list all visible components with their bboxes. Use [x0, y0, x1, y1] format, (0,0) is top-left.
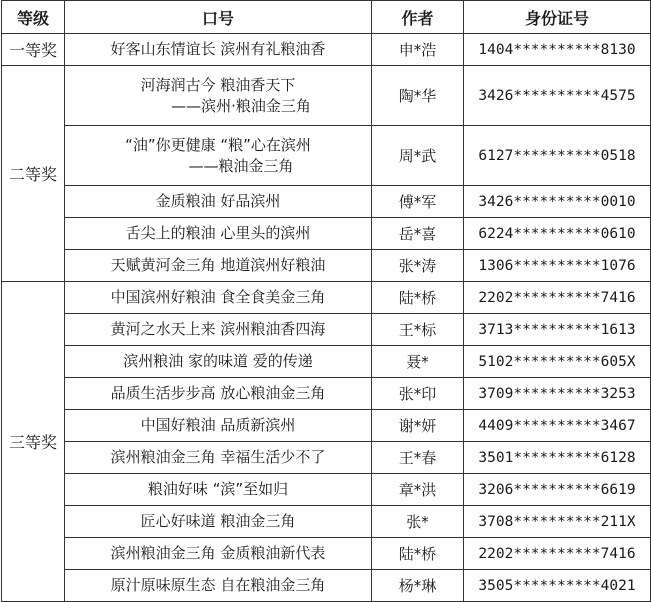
- slogan-line: 舌尖上的粮油 心里头的滨州: [125, 224, 311, 242]
- author-cell: 傅*军: [372, 186, 464, 218]
- slogan-line: 滨州粮油金三角 金质粮油新代表: [110, 544, 326, 562]
- award-level-cell: 一等奖: [2, 34, 65, 66]
- slogan-cell: [65, 34, 372, 66]
- id-number-cell: 3709**********3253: [464, 378, 651, 410]
- author-cell: 申*浩: [372, 34, 464, 66]
- slogan-line: 黄河之水天上来 滨州粮油香四海: [110, 320, 326, 338]
- author-cell: 王*标: [372, 314, 464, 346]
- id-number-cell: 4409**********3467: [464, 410, 651, 442]
- slogan-cell: [65, 66, 372, 126]
- author-cell: 聂*: [372, 346, 464, 378]
- id-number-cell: 1404**********8130: [464, 34, 651, 66]
- author-cell: 周*武: [372, 126, 464, 186]
- slogan-line: 滨州粮油 家的味道 爱的传递: [123, 352, 313, 370]
- header-id: 身份证号: [464, 1, 651, 34]
- slogan-cell: [65, 378, 372, 410]
- id-number-cell: 2202**********7416: [464, 282, 651, 314]
- table-row: [2, 346, 651, 378]
- slogan-line: ——粮油金三角: [188, 156, 294, 175]
- slogan-line: 中国滨州好粮油 食全食美金三角: [110, 288, 326, 306]
- table-row: [2, 66, 651, 126]
- id-number-cell: 1306**********1076: [464, 250, 651, 282]
- award-table: [1, 0, 651, 602]
- slogan-line: 河海润古今 粮油香天下: [140, 75, 296, 94]
- slogan-cell: [65, 126, 372, 186]
- author-cell: 陆*桥: [372, 282, 464, 314]
- id-number-cell: 2202**********7416: [464, 538, 651, 570]
- slogan-cell: [65, 186, 372, 218]
- table-row: [2, 250, 651, 282]
- table-row: [2, 34, 651, 66]
- slogan-cell: [65, 250, 372, 282]
- table-row: [2, 218, 651, 250]
- slogan-line: 中国好粮油 品质新滨州: [140, 416, 296, 434]
- slogan-line: 滨州粮油金三角 幸福生活少不了: [110, 448, 326, 466]
- author-cell: 陶*华: [372, 66, 464, 126]
- slogan-line: 好客山东情谊长 滨州有礼粮油香: [110, 40, 326, 58]
- id-number-cell: 5102**********605X: [464, 346, 651, 378]
- slogan-cell: [65, 282, 372, 314]
- author-cell: 谢*妍: [372, 410, 464, 442]
- slogan-line: “油”你更健康 “粮”心在滨州: [125, 135, 311, 154]
- slogan-cell: [65, 474, 372, 506]
- table-row: [2, 410, 651, 442]
- id-number-cell: 3426**********4575: [464, 66, 651, 126]
- slogan-line: 原汁原味原生态 自在粮油金三角: [110, 576, 326, 594]
- author-cell: 章*洪: [372, 474, 464, 506]
- table-row: [2, 538, 651, 570]
- author-cell: 王*春: [372, 442, 464, 474]
- id-number-cell: 3206**********6619: [464, 474, 651, 506]
- slogan-cell: [65, 538, 372, 570]
- slogan-cell: [65, 410, 372, 442]
- table-row: [2, 126, 651, 186]
- slogan-cell: [65, 346, 372, 378]
- table-row: [2, 378, 651, 410]
- id-number-cell: 6127**********0518: [464, 126, 651, 186]
- header-level: 等级: [2, 1, 65, 34]
- slogan-line: 天赋黄河金三角 地道滨州好粮油: [110, 256, 326, 274]
- slogan-cell: [65, 570, 372, 602]
- table-row: [2, 442, 651, 474]
- award-table-body: [2, 34, 651, 602]
- table-row: [2, 570, 651, 602]
- header-row: [2, 1, 651, 34]
- header-author: 作者: [372, 1, 464, 34]
- id-number-cell: 3505**********4021: [464, 570, 651, 602]
- slogan-line: 品质生活步步高 放心粮油金三角: [110, 384, 326, 402]
- id-number-cell: 6224**********0610: [464, 218, 651, 250]
- slogan-cell: [65, 506, 372, 538]
- award-level-cell: 二等奖: [2, 66, 65, 282]
- header-slogan: 口号: [65, 1, 372, 34]
- author-cell: 张*: [372, 506, 464, 538]
- table-row: [2, 506, 651, 538]
- author-cell: 陆*桥: [372, 538, 464, 570]
- table-row: [2, 282, 651, 314]
- author-cell: 张*涛: [372, 250, 464, 282]
- slogan-line: ——滨州·粮油金三角: [171, 96, 311, 115]
- author-cell: 杨*琳: [372, 570, 464, 602]
- id-number-cell: 3501**********6128: [464, 442, 651, 474]
- slogan-line: 金质粮油 好品滨州: [155, 192, 281, 210]
- slogan-cell: [65, 442, 372, 474]
- id-number-cell: 3708**********211X: [464, 506, 651, 538]
- id-number-cell: 3713**********1613: [464, 314, 651, 346]
- slogan-cell: [65, 314, 372, 346]
- table-row: [2, 314, 651, 346]
- slogan-cell: [65, 218, 372, 250]
- table-row: [2, 186, 651, 218]
- slogan-line: 粮油好味 “滨”至如归: [147, 480, 289, 498]
- table-row: [2, 474, 651, 506]
- award-level-cell: 三等奖: [2, 282, 65, 602]
- author-cell: 岳*喜: [372, 218, 464, 250]
- slogan-line: 匠心好味道 粮油金三角: [140, 512, 296, 530]
- author-cell: 张*印: [372, 378, 464, 410]
- id-number-cell: 3426**********0010: [464, 186, 651, 218]
